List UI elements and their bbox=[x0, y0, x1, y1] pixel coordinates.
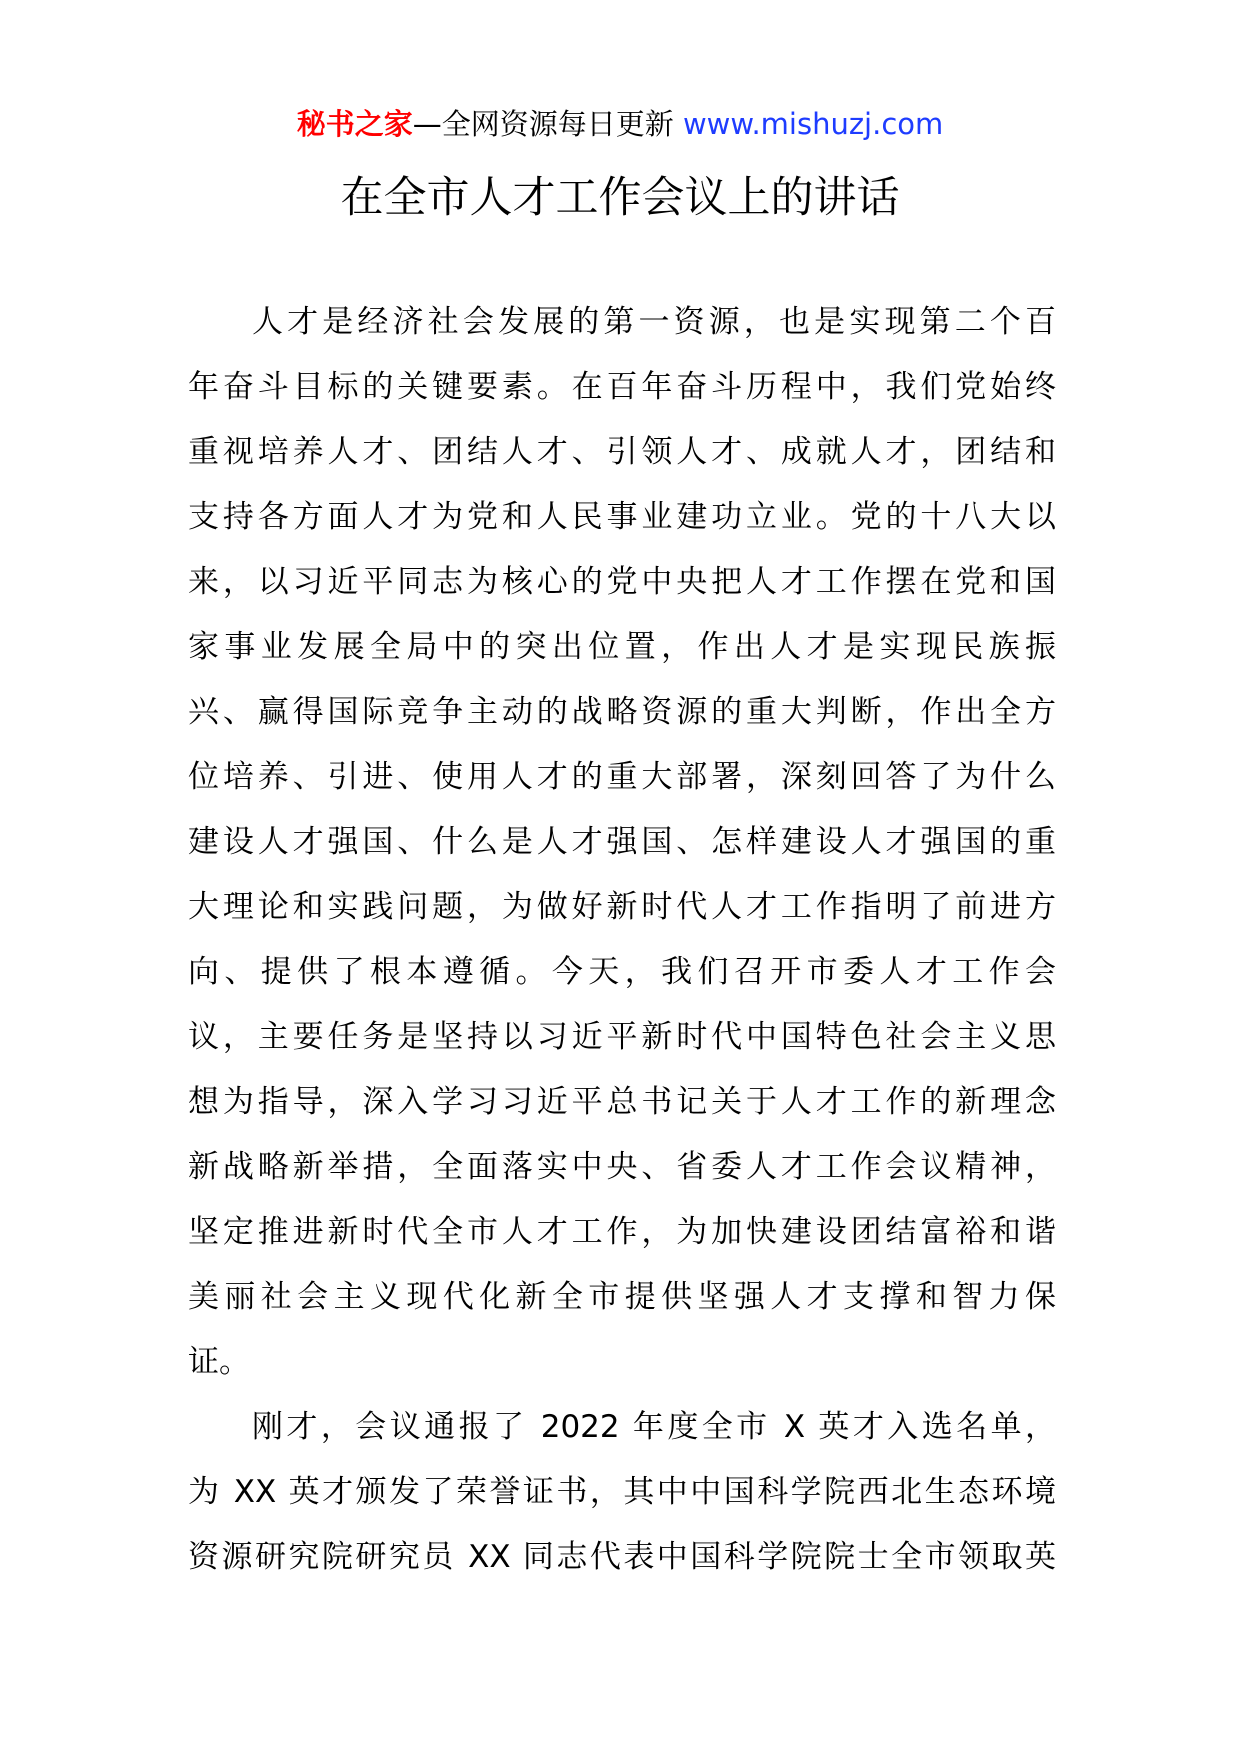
paragraph-line: 坚定推进新时代全市人才工作，为加快建设团结富裕和谐 bbox=[188, 1214, 1056, 1250]
paragraph-line: 年奋斗目标的关键要素。在百年奋斗历程中，我们党始终 bbox=[188, 369, 1056, 405]
document-title: 在全市人才工作会议上的讲话 bbox=[340, 173, 900, 223]
paragraph-line: 为 XX 英才颁发了荣誉证书，其中中国科学院西北生态环境 bbox=[188, 1474, 1056, 1510]
paragraph-line: 向、提供了根本遵循。今天，我们召开市委人才工作会 bbox=[188, 954, 1056, 990]
paragraph-line: 重视培养人才、团结人才、引领人才、成就人才，团结和 bbox=[188, 434, 1056, 470]
paragraph-line: 资源研究院研究员 XX 同志代表中国科学院院士全市领取英 bbox=[188, 1539, 1056, 1575]
paragraph-line: 兴、赢得国际竞争主动的战略资源的重大判断，作出全方 bbox=[188, 694, 1056, 730]
paragraph-line: 家事业发展全局中的突出位置，作出人才是实现民族振 bbox=[188, 629, 1056, 665]
document-body bbox=[188, 290, 1056, 1590]
paragraph-line: 位培养、引进、使用人才的重大部署，深刻回答了为什么 bbox=[188, 759, 1056, 795]
paragraph-line: 刚才，会议通报了 2022 年度全市 X 英才入选名单， bbox=[252, 1409, 1056, 1445]
paragraph-line: 大理论和实践问题，为做好新时代人才工作指明了前进方 bbox=[188, 889, 1056, 925]
paragraph-line: 美丽社会主义现代化新全市提供坚强人才支撑和智力保 bbox=[188, 1279, 1056, 1315]
site-url-link[interactable]: www.mishuzj.com bbox=[682, 107, 944, 141]
site-brand: 秘书之家 bbox=[296, 107, 413, 141]
site-header bbox=[0, 104, 1240, 144]
paragraph-line: 证。 bbox=[188, 1344, 250, 1380]
site-tagline: —全网资源每日更新 bbox=[412, 107, 683, 141]
paragraph-line: 想为指导，深入学习习近平总书记关于人才工作的新理念 bbox=[188, 1084, 1056, 1120]
paragraph-line: 新战略新举措，全面落实中央、省委人才工作会议精神， bbox=[188, 1149, 1056, 1185]
paragraph-line: 议，主要任务是坚持以习近平新时代中国特色社会主义思 bbox=[188, 1019, 1056, 1055]
paragraph-line: 来，以习近平同志为核心的党中央把人才工作摆在党和国 bbox=[188, 564, 1056, 600]
paragraph-line: 支持各方面人才为党和人民事业建功立业。党的十八大以 bbox=[188, 499, 1056, 535]
paragraph-line: 建设人才强国、什么是人才强国、怎样建设人才强国的重 bbox=[188, 824, 1056, 860]
paragraph-line: 人才是经济社会发展的第一资源，也是实现第二个百 bbox=[252, 304, 1056, 340]
